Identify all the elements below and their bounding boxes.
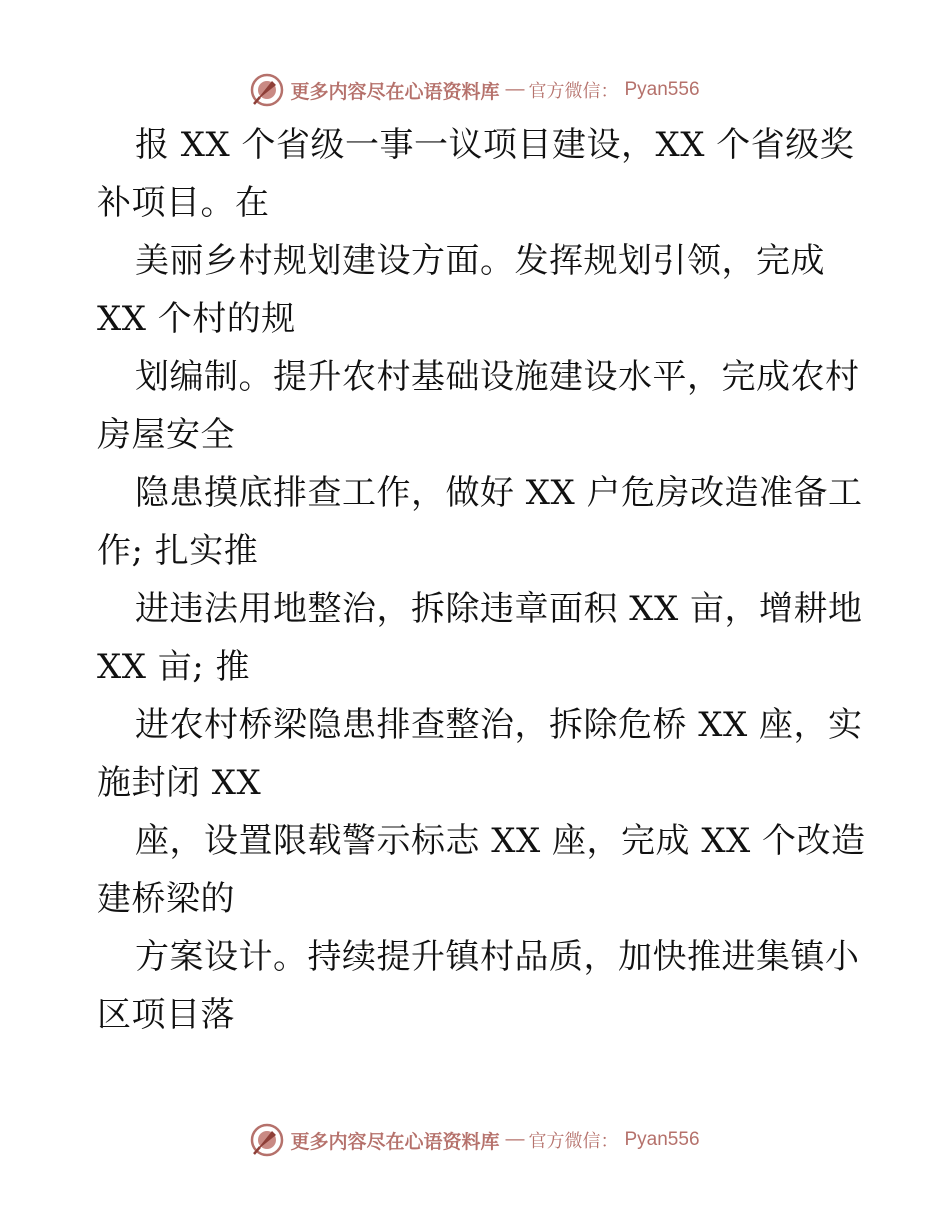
quill-pen-logo-icon bbox=[250, 1123, 284, 1157]
watermark-dash: — bbox=[505, 1129, 523, 1150]
watermark-dash: — bbox=[505, 79, 523, 100]
body-line: 隐患摸底排查工作，做好 XX 户危房改造准备工 bbox=[135, 473, 863, 513]
body-line: 座，设置限载警示标志 XX 座，完成 XX 个改造 bbox=[135, 821, 866, 861]
body-line: 报 XX 个省级一事一议项目建设，XX 个省级奖 bbox=[135, 125, 855, 165]
body-line: XX 亩; 推 bbox=[97, 647, 250, 687]
body-line: 进农村桥梁隐患排查整治，拆除危桥 XX 座，实 bbox=[135, 705, 863, 745]
watermark-sub-text: 官方微信： bbox=[528, 81, 619, 102]
watermark-wechat-id: Pyan556 bbox=[624, 1129, 700, 1150]
watermark-main-text: 更多内容尽在心语资料库 bbox=[290, 80, 500, 103]
body-line: 方案设计。持续提升镇村品质，加快推进集镇小 bbox=[135, 937, 860, 977]
body-line: 划编制。提升农村基础设施建设水平，完成农村 bbox=[135, 357, 860, 397]
body-line: 区项目落 bbox=[97, 995, 235, 1035]
body-line: 补项目。在 bbox=[97, 183, 270, 223]
body-line: 美丽乡村规划建设方面。发挥规划引领，完成 bbox=[135, 241, 825, 281]
body-line: 进违法用地整治，拆除违章面积 XX 亩，增耕地 bbox=[135, 589, 863, 629]
header-watermark bbox=[0, 70, 950, 110]
body-line: XX 个村的规 bbox=[97, 299, 296, 339]
document-body bbox=[97, 116, 866, 1044]
body-line: 建桥梁的 bbox=[97, 879, 235, 919]
watermark-main-text: 更多内容尽在心语资料库 bbox=[290, 1130, 500, 1153]
watermark-sub-text: 官方微信： bbox=[528, 1131, 619, 1152]
body-line: 房屋安全 bbox=[97, 415, 235, 455]
quill-pen-logo-icon bbox=[250, 73, 284, 107]
footer-watermark bbox=[0, 1120, 950, 1160]
watermark-wechat-id: Pyan556 bbox=[624, 79, 700, 100]
body-line: 施封闭 XX bbox=[97, 763, 262, 803]
body-line: 作; 扎实推 bbox=[97, 531, 259, 571]
